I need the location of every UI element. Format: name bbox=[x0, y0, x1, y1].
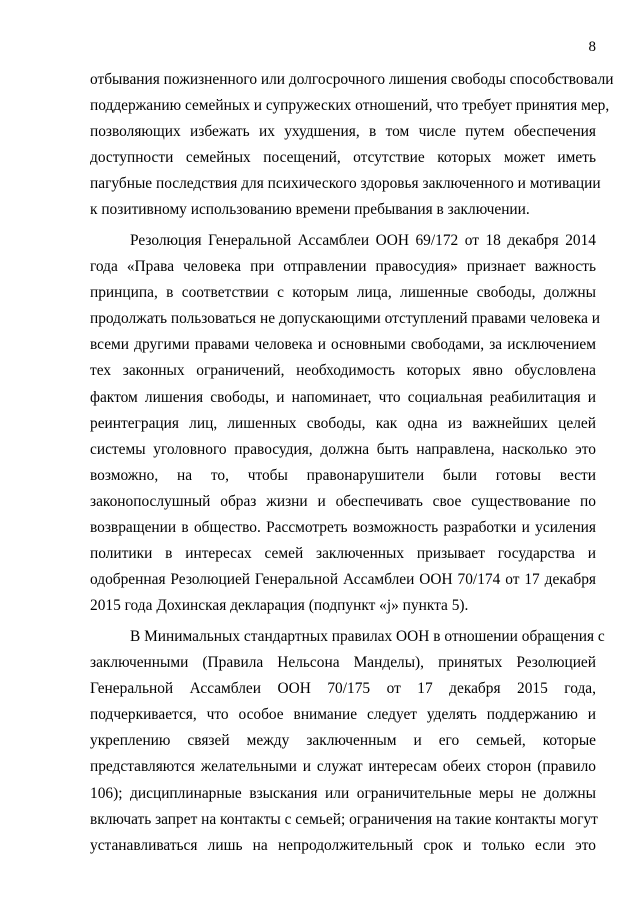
text-line: фактом лишения свободы, и напоминает, что социальная реабилитация и bbox=[90, 388, 596, 406]
text-line: Генеральной Ассамблеи ООН 70/175 от 17 декабря 2015 года, bbox=[90, 680, 596, 698]
text-line: 106); дисциплинарные взыскания или ограничительные меры не должны bbox=[90, 784, 596, 802]
text-line: возвращении в общество. Рассмотреть возможность разработки и усиления bbox=[90, 519, 596, 537]
text-line: принципа, в соответствии с которым лица, лишенные свободы, должны bbox=[90, 284, 596, 302]
text-line: 2015 года Дохинская декларация (подпункт «j» пункта 5). bbox=[90, 597, 469, 615]
text-line: укреплению связей между заключенным и его семьей, которые bbox=[90, 732, 596, 750]
text-line: продолжать пользоваться не допускающими отступлений правами человека и bbox=[90, 310, 601, 328]
text-line: позволяющих избежать их ухудшения, в том числе путем обеспечения bbox=[90, 123, 596, 141]
text-line: одобренная Резолюцией Генеральной Ассамблеи ООН 70/174 от 17 декабря bbox=[90, 571, 596, 589]
text-line: представляются желательными и служат интересам обеих сторон (правило bbox=[90, 758, 596, 776]
text-line: политики в интересах семей заключенных призывает государства и bbox=[90, 545, 596, 563]
text-line: тех законных ограничений, необходимость которых явно обусловлена bbox=[90, 362, 596, 380]
text-line: Резолюция Генеральной Ассамблеи ООН 69/172 от 18 декабря 2014 bbox=[130, 232, 596, 249]
text-line: заключенными (Правила Нельсона Манделы), принятых Резолюцией bbox=[90, 654, 596, 672]
text-line: отбывания пожизненного или долгосрочного лишения свободы способствовали bbox=[90, 71, 614, 88]
text-line: включать запрет на контакты с семьей; ограничения на такие контакты могут bbox=[90, 810, 598, 828]
text-line: В Минимальных стандартных правилах ООН в отношении обращения с bbox=[130, 628, 605, 645]
text-line: реинтеграция лиц, лишенных свободы, как одна из важнейших целей bbox=[90, 414, 596, 432]
paragraph-3 bbox=[90, 624, 605, 859]
text-line: доступности семейных посещений, отсутствие которых может иметь bbox=[90, 149, 596, 167]
text-line: к позитивному использованию времени пребывания в заключении. bbox=[90, 201, 530, 219]
text-line: системы уголовного правосудия, должна быть направлена, насколько это bbox=[90, 440, 596, 458]
text-line: законопослушный образ жизни и обеспечивать свое существование по bbox=[90, 492, 596, 510]
text-line: возможно, на то, чтобы правонарушители были готовы вести bbox=[90, 466, 596, 484]
text-line: года «Права человека при отправлении правосудия» признает важность bbox=[90, 258, 596, 276]
text-line: устанавливаться лишь на непродолжительный срок и только если это bbox=[90, 836, 596, 854]
text-line: всеми другими правами человека и основными свободами, за исключением bbox=[90, 336, 596, 354]
paragraph-1 bbox=[90, 67, 614, 224]
page-number: 8 bbox=[588, 39, 596, 55]
text-line: пагубные последствия для психического здоровья заключенного и мотивации bbox=[90, 175, 601, 193]
text-line: поддержанию семейных и супружеских отношений, что требует принятия мер, bbox=[90, 97, 610, 115]
text-line: подчеркивается, что особое внимание следует уделять поддержанию и bbox=[90, 706, 596, 724]
paragraph-2 bbox=[90, 228, 601, 619]
